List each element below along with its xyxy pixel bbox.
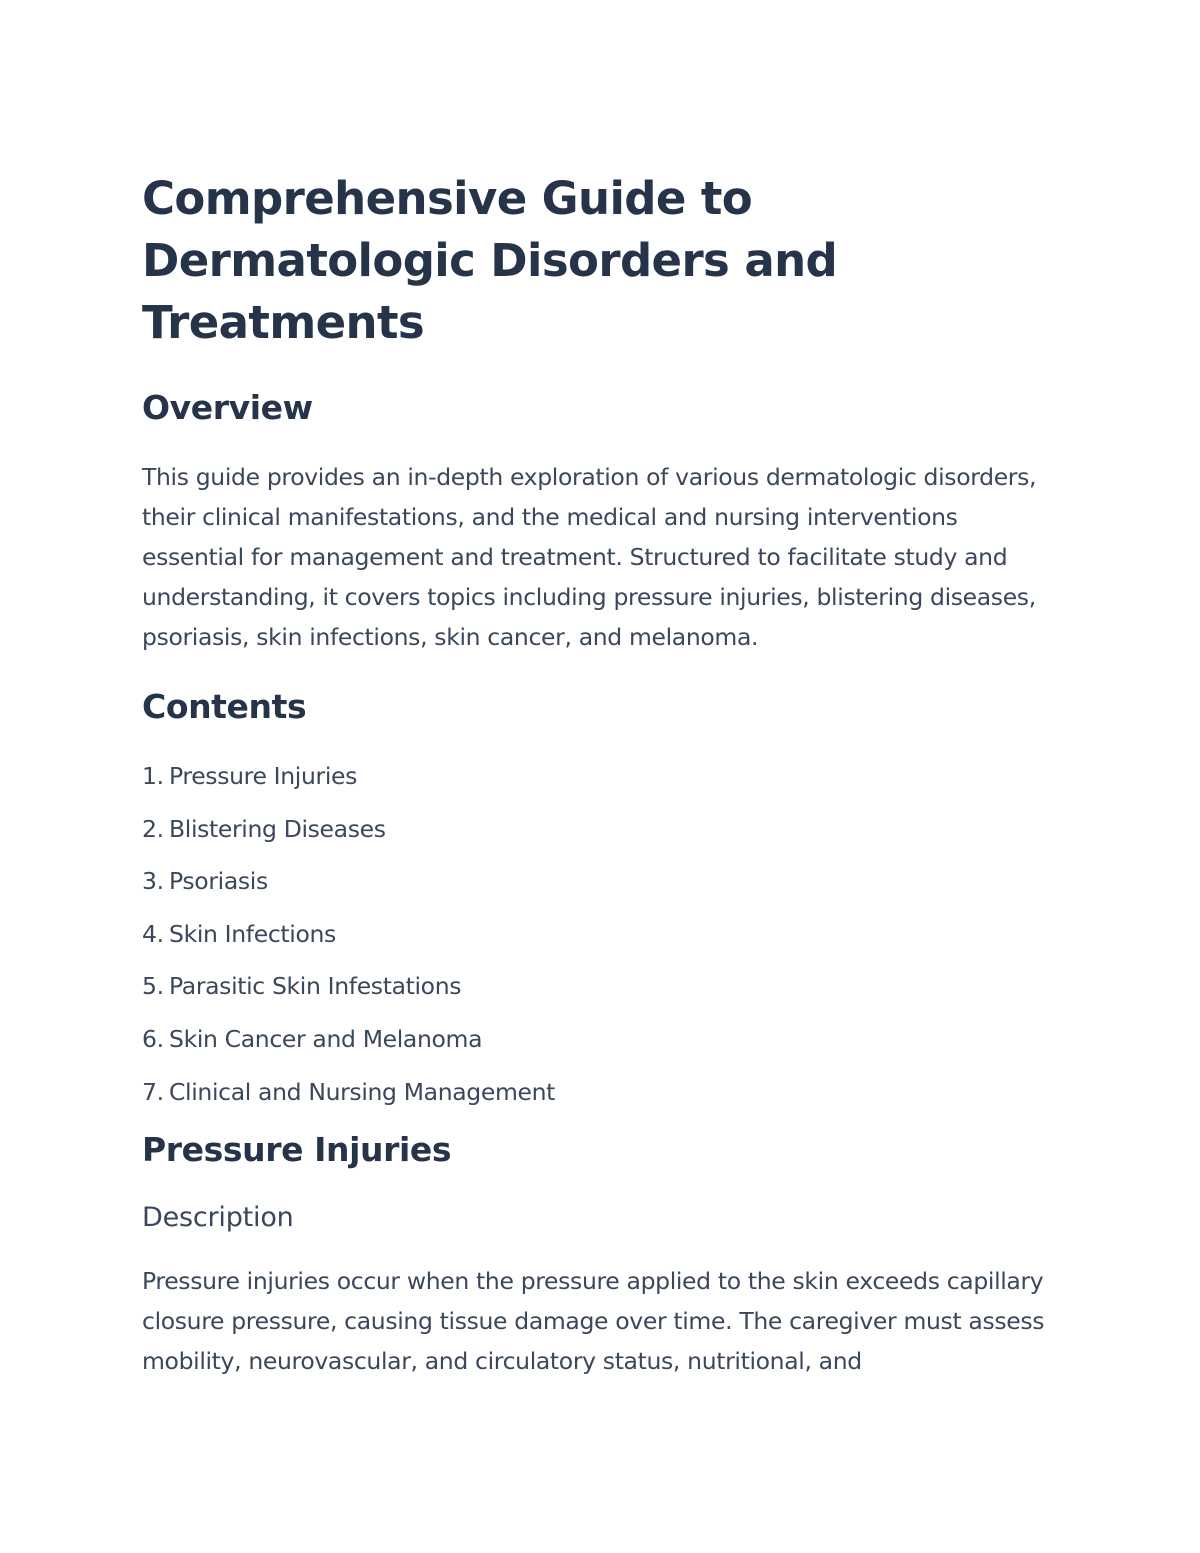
toc-item-label: Psoriasis — [169, 867, 268, 896]
toc-item-number: 4. — [142, 919, 164, 948]
toc-item-label: Parasitic Skin Infestations — [169, 972, 462, 1001]
toc-item[interactable] — [142, 865, 1062, 897]
description-subheading: Description — [142, 1202, 294, 1234]
table-of-contents — [142, 760, 1062, 1108]
toc-item-label: Blistering Diseases — [169, 814, 386, 843]
description-paragraph: Pressure injuries occur when the pressure applied to the skin exceeds capillary closure pressure, causing tissue damage over time. The caregiver must assess mobility, neurovascular, and circulatory status, nutritional, and — [142, 1267, 1045, 1376]
toc-item[interactable] — [142, 918, 1062, 950]
toc-item-label: Pressure Injuries — [169, 762, 358, 790]
toc-item-number: 2. — [142, 814, 164, 843]
toc-item-label: Skin Cancer and Melanoma — [169, 1024, 483, 1053]
toc-item-label: Skin Infections — [169, 919, 336, 948]
toc-item[interactable] — [142, 1023, 1062, 1055]
toc-item-number: 3. — [142, 867, 164, 896]
contents-heading: Contents — [142, 687, 307, 726]
pressure-injuries-heading: Pressure Injuries — [142, 1130, 452, 1170]
toc-item-number: 6. — [142, 1024, 164, 1053]
toc-item-label: Clinical and Nursing Management — [169, 1077, 556, 1106]
toc-item[interactable] — [142, 760, 1062, 792]
toc-item[interactable] — [142, 1076, 1062, 1108]
document-page — [142, 168, 1062, 1381]
toc-item-number: 7. — [142, 1077, 164, 1106]
toc-item-number: 1. — [142, 762, 164, 790]
toc-item[interactable] — [142, 813, 1062, 845]
overview-paragraph: This guide provides an in-depth exploration of various dermatologic disorders, their clinical manifestations, and the medical and nursing interventions essential for management and treatment. Structured to facilitate study and understanding, it covers topics including pressure injuries, blistering diseases, psoriasis, skin infections, skin cancer, and melanoma. — [142, 463, 1037, 651]
document-title: Comprehensive Guide to Dermatologic Disorders and Treatments — [142, 172, 838, 349]
toc-item[interactable] — [142, 970, 1062, 1002]
toc-item-number: 5. — [142, 972, 164, 1001]
overview-heading: Overview — [142, 388, 313, 427]
